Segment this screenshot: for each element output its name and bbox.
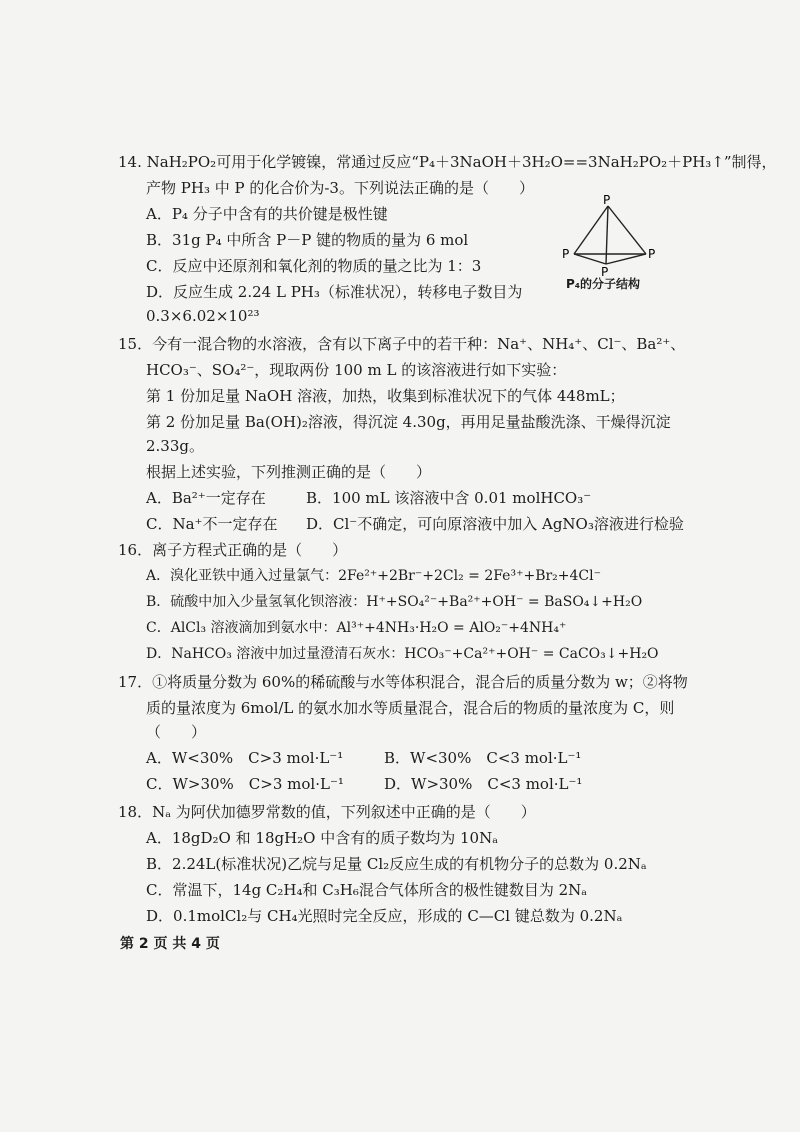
q18-option-c: C．常温下，14g C₂H₄和 C₃H₆混合气体所含的极性键数目为 2Nₐ: [146, 881, 588, 899]
q17-option-d: D．W>30% C<3 mol·L⁻¹: [384, 775, 583, 793]
q18-option-a: A．18gD₂O 和 18gH₂O 中含有的质子数均为 10Nₐ: [146, 829, 499, 847]
q17-option-c: C．W>30% C>3 mol·L⁻¹: [146, 775, 344, 793]
bond-line: [606, 206, 608, 264]
q16-option-c: C．AlCl₃ 溶液滴加到氨水中：Al³⁺+4NH₃·H₂O = AlO₂⁻+4NH₄⁺: [146, 620, 567, 636]
q18-option-d: D．0.1molCl₂与 CH₄光照时完全反应，形成的 C—Cl 键总数为 0.2Nₐ: [146, 907, 623, 925]
q18-stem: 18．Nₐ 为阿伏加德罗常数的值，下列叙述中正确的是（ ）: [118, 803, 536, 821]
q15-stem-line2: HCO₃⁻、SO₄²⁻，现取两份 100 m L 的该溶液进行如下实验：: [146, 361, 567, 379]
q16-stem: 16．离子方程式正确的是（ ）: [118, 541, 348, 559]
bond-line: [574, 206, 608, 254]
p4-figure-caption: P₄的分子结构: [566, 277, 641, 291]
q15-experiment-2-cont: 2.33g。: [146, 437, 205, 455]
bond-line: [608, 206, 646, 254]
q18-option-b: B．2.24L(标准状况)乙烷与足量 Cl₂反应生成的有机物分子的总数为 0.2Nₐ: [146, 855, 647, 873]
q16-option-d: D．NaHCO₃ 溶液中加过量澄清石灰水：HCO₃⁻+Ca²⁺+OH⁻ = CaCO₃↓+H₂O: [146, 646, 659, 662]
q17-option-b: B．W<30% C<3 mol·L⁻¹: [384, 749, 582, 767]
q14-stem-line1: 14. NaH₂PO₂可用于化学镀镍，常通过反应“P₄＋3NaOH＋3H₂O==3NaH₂PO₂＋PH₃↑”制得，: [118, 153, 777, 171]
bond-line: [606, 254, 646, 264]
q15-option-b: B．100 mL 该溶液中含 0.01 molHCO₃⁻: [306, 489, 592, 507]
q15-option-d: D．Cl⁻不确定，可向原溶液中加入 AgNO₃溶液进行检验: [306, 515, 684, 533]
q15-option-a: A．Ba²⁺一定存在: [146, 489, 266, 507]
page-number-footer: 第 2 页 共 4 页: [120, 936, 220, 952]
atom-label: P: [562, 247, 570, 261]
q15-experiment-2: 第 2 份加足量 Ba(OH)₂溶液，得沉淀 4.30g，再用足量盐酸洗涤、干燥得沉淀: [146, 413, 671, 431]
q14-option-c: C．反应中还原剂和氧化剂的物质的量之比为 1：3: [146, 257, 482, 275]
q14-option-d: D．反应生成 2.24 L PH₃（标准状况），转移电子数目为: [146, 283, 523, 301]
atom-label: P: [603, 193, 611, 207]
q16-option-a: A．溴化亚铁中通入过量氯气：2Fe²⁺+2Br⁻+2Cl₂ = 2Fe³⁺+Br₂+4Cl⁻: [146, 568, 602, 584]
q15-experiment-1: 第 1 份加足量 NaOH 溶液，加热，收集到标准状况下的气体 448mL；: [146, 387, 625, 405]
bond-line: [574, 254, 606, 264]
q15-question: 根据上述实验，下列推测正确的是（ ）: [146, 463, 432, 481]
q14-option-b: B．31g P₄ 中所含 P－P 键的物质的量为 6 mol: [146, 231, 469, 249]
q16-option-b: B．硫酸中加入少量氢氧化钡溶液：H⁺+SO₄²⁻+Ba²⁺+OH⁻ = BaSO₄↓+H₂O: [146, 594, 643, 610]
q14-option-d-cont: 0.3×6.02×10²³: [146, 307, 260, 325]
atom-label: P: [601, 265, 609, 279]
q17-stem-line1: 17．①将质量分数为 60%的稀硫酸与水等体积混合，混合后的质量分数为 w；②将物: [118, 673, 688, 691]
atom-label: P: [648, 247, 656, 261]
q17-option-a: A．W<30% C>3 mol·L⁻¹: [146, 749, 344, 767]
q17-stem-line3: （ ）: [146, 723, 207, 741]
q15-option-c: C．Na⁺不一定存在: [146, 515, 278, 533]
q15-stem-line1: 15．今有一混合物的水溶液，含有以下离子中的若干种：Na⁺、NH₄⁺、Cl⁻、Ba²⁺、: [118, 335, 686, 353]
q17-stem-line2: 质的量浓度为 6mol/L 的氨水加水等质量混合，混合后的物质的量浓度为 C，则: [146, 699, 675, 717]
q14-option-a: A．P₄ 分子中含有的共价键是极性键: [146, 205, 388, 223]
q14-stem-line2: 产物 PH₃ 中 P 的化合价为-3。下列说法正确的是（ ）: [146, 179, 534, 197]
